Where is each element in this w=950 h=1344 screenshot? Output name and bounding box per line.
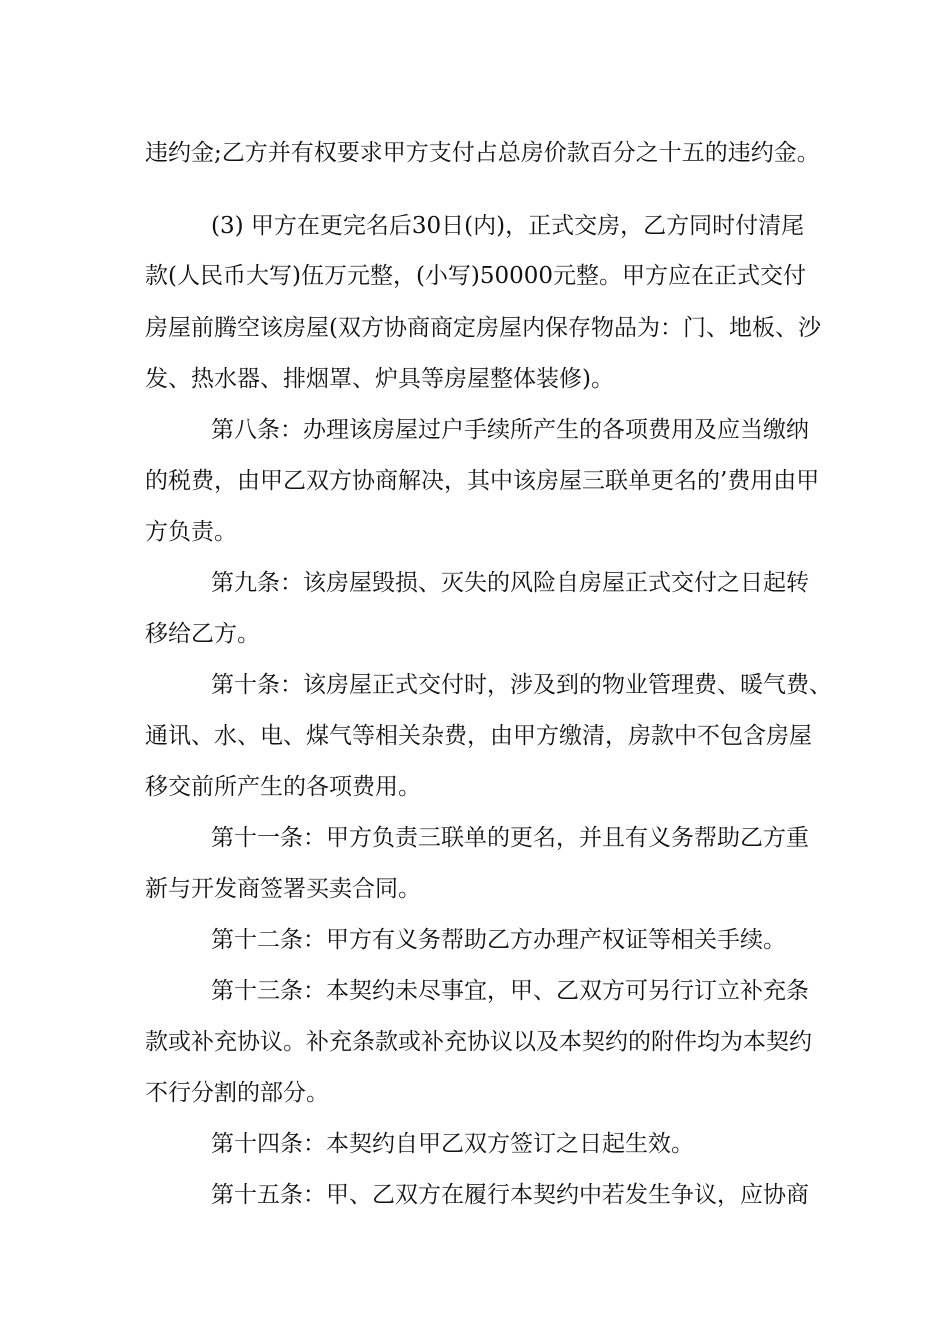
text-line-15: 新与开发商签署买卖合同。: [145, 876, 421, 902]
text-line-21: 第十五条：甲、乙双方在履行本契约中若发生争议，应协商: [211, 1182, 809, 1208]
text-line-2: (3) 甲方在更完名后30日(内)，正式交房，乙方同时付清尾: [211, 213, 805, 239]
text-line-17: 第十三条：本契约未尽事宜，甲、乙双方可另行订立补充条: [211, 978, 809, 1004]
text-line-16: 第十二条：甲方有义务帮助乙方办理产权证等相关手续。: [211, 927, 786, 953]
text-line-5: 发、热水器、排烟罩、炉具等房屋整体装修)。: [145, 366, 614, 392]
text-line-7: 的税费，由甲乙双方协商解决，其中该房屋三联单更名的’费用由甲: [145, 468, 820, 494]
text-line-20: 第十四条：本契约自甲乙双方签订之日起生效。: [211, 1131, 694, 1157]
text-line-3: 款(人民币大写)伍万元整，(小写)50000元整。甲方应在正式交付: [145, 263, 807, 289]
text-line-4: 房屋前腾空该房屋(双方协商商定房屋内保存物品为：门、地板、沙: [145, 315, 821, 341]
text-line-12: 通讯、水、电、煤气等相关杂费，由甲方缴清，房款中不包含房屋: [145, 723, 812, 749]
text-line-6: 第八条：办理该房屋过户手续所产生的各项费用及应当缴纳: [211, 417, 809, 443]
text-line-18: 款或补充协议。补充条款或补充协议以及本契约的附件均为本契约: [145, 1029, 812, 1055]
text-line-19: 不行分割的部分。: [145, 1080, 329, 1106]
text-line-9: 第九条：该房屋毁损、灭失的风险自房屋正式交付之日起转: [211, 570, 809, 596]
text-line-14: 第十一条：甲方负责三联单的更名，并且有义务帮助乙方重: [211, 825, 809, 851]
text-line-8: 方负责。: [145, 519, 237, 545]
text-line-10: 移给乙方。: [145, 621, 260, 647]
text-line-13: 移交前所产生的各项费用。: [145, 774, 421, 800]
text-line-11: 第十条：该房屋正式交付时，涉及到的物业管理费、暖气费、: [211, 672, 832, 698]
text-line-1: 违约金;乙方并有权要求甲方支付占总房价款百分之十五的违约金。: [145, 140, 820, 166]
